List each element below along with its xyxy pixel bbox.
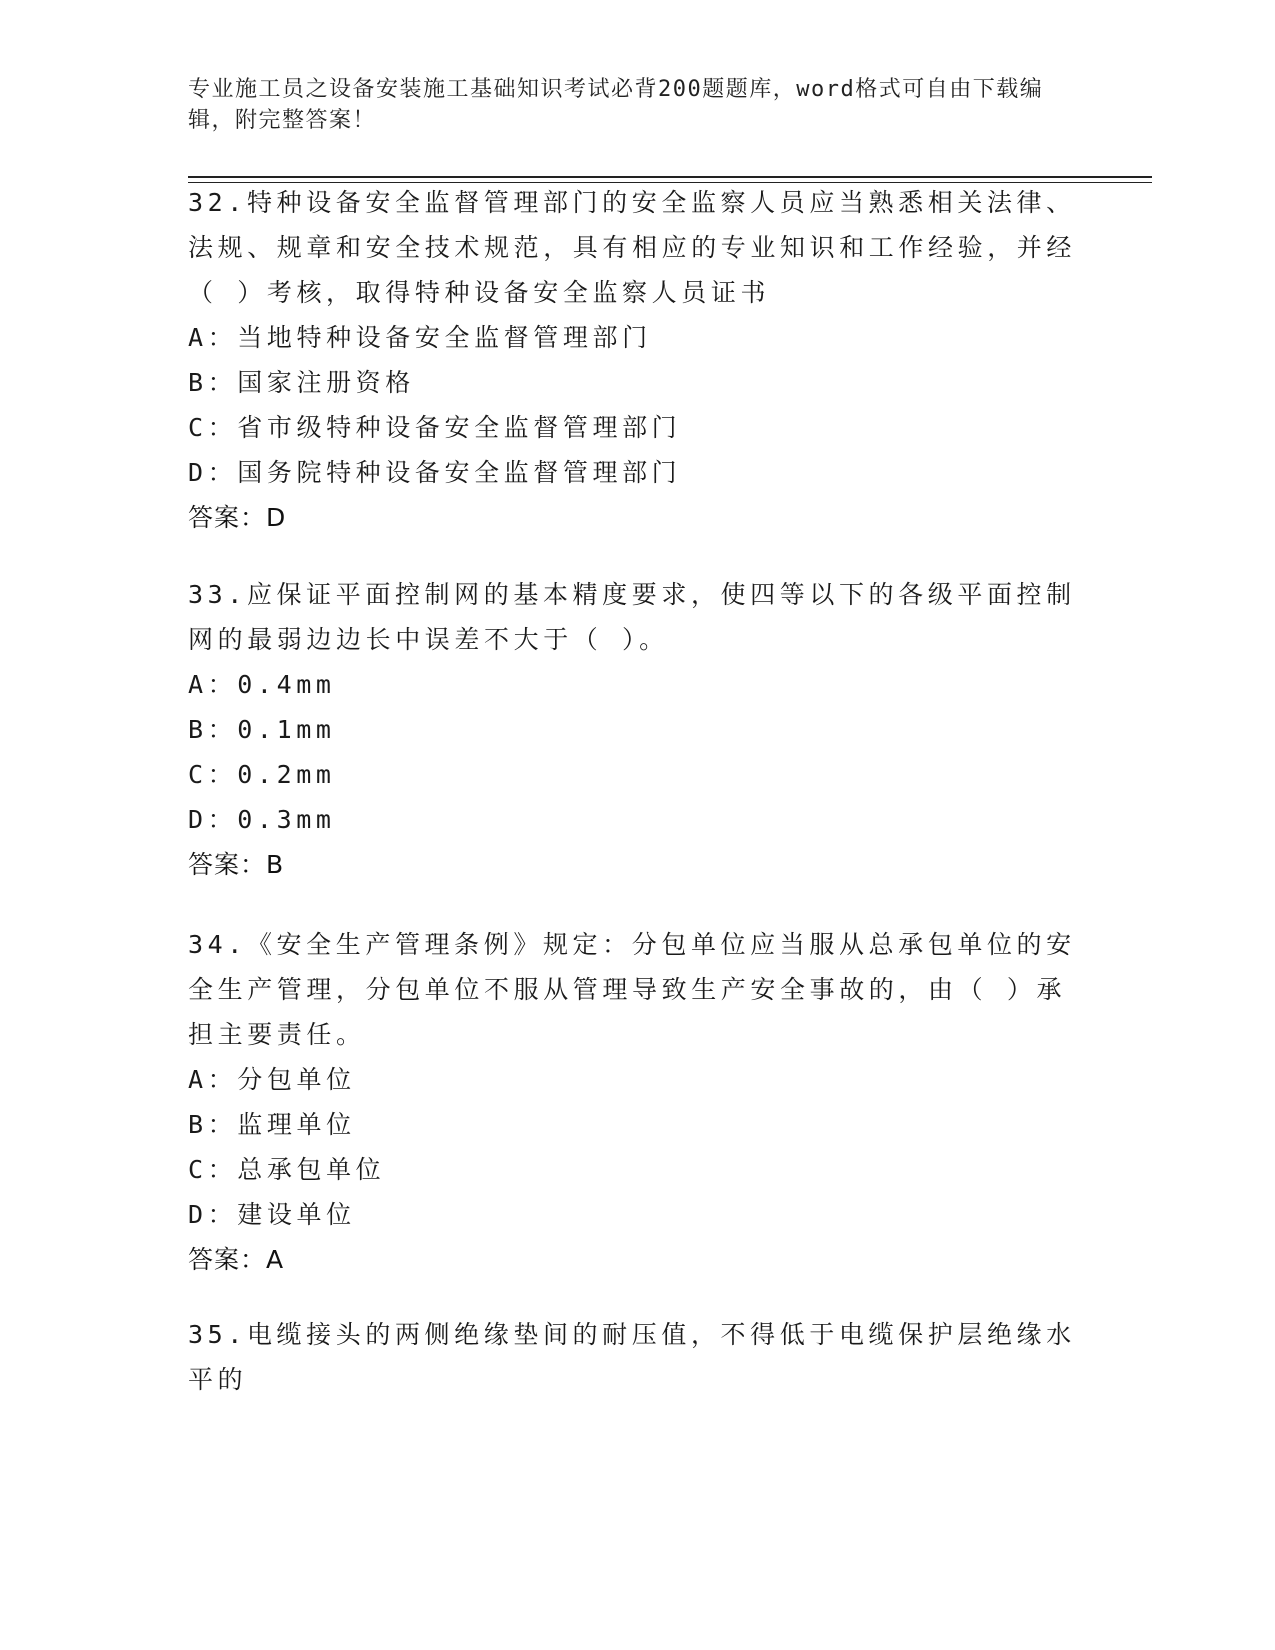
question-34 [188, 922, 1088, 1282]
option-text: 建设单位 [237, 1200, 356, 1229]
option-label: A： [188, 323, 238, 352]
option-text: 0.1mm [237, 715, 336, 744]
option-text: 当地特种设备安全监督管理部门 [237, 323, 652, 352]
option-text: 0.2mm [237, 760, 336, 789]
answer-line: 答案：D [188, 503, 287, 532]
option-label: D： [188, 458, 238, 487]
question-text: 34.《安全生产管理条例》规定：分包单位应当服从总承包单位的安全生产管理，分包单位不服从管理导致生产安全事故的，由（ ）承担主要责任。 [188, 930, 1076, 1049]
option-text: 监理单位 [237, 1110, 356, 1139]
option-text: 总承包单位 [237, 1155, 386, 1184]
option-label: C： [188, 760, 238, 789]
option-label: B： [188, 1110, 238, 1139]
option-label: C： [188, 1155, 238, 1184]
question-35 [188, 1312, 1088, 1402]
option-label: D： [188, 805, 238, 834]
option-label: D： [188, 1200, 238, 1229]
option-b [188, 360, 1088, 405]
page-header: 专业施工员之设备安装施工基础知识考试必背200题题库，word格式可自由下载编辑，附完整答案！ [188, 77, 1044, 133]
answer-line: 答案：B [188, 850, 285, 879]
question-text: 32.特种设备安全监督管理部门的安全监察人员应当熟悉相关法律、法规、规章和安全技术规范，具有相应的专业知识和工作经验，并经（ ）考核，取得特种设备安全监察人员证书 [188, 188, 1077, 307]
option-d [188, 1192, 1088, 1237]
option-label: B： [188, 368, 238, 397]
option-a [188, 1057, 1088, 1102]
option-text: 分包单位 [237, 1065, 356, 1094]
option-c [188, 1147, 1088, 1192]
option-b [188, 707, 1088, 752]
option-a [188, 662, 1088, 707]
question-text: 33.应保证平面控制网的基本精度要求，使四等以下的各级平面控制网的最弱边边长中误差不大于（ ）。 [188, 580, 1076, 654]
question-32 [188, 180, 1088, 540]
option-label: C： [188, 413, 238, 442]
option-c [188, 405, 1088, 450]
option-b [188, 1102, 1088, 1147]
option-d [188, 450, 1088, 495]
option-text: 国务院特种设备安全监督管理部门 [237, 458, 682, 487]
option-d [188, 797, 1088, 842]
option-text: 0.4mm [237, 670, 336, 699]
header-divider-thick [188, 176, 1152, 178]
option-text: 国家注册资格 [237, 368, 415, 397]
option-label: A： [188, 670, 238, 699]
option-text: 0.3mm [237, 805, 336, 834]
option-a [188, 315, 1088, 360]
option-label: B： [188, 715, 238, 744]
option-text: 省市级特种设备安全监督管理部门 [237, 413, 682, 442]
option-c [188, 752, 1088, 797]
question-text: 35.电缆接头的两侧绝缘垫间的耐压值，不得低于电缆保护层绝缘水平的 [188, 1320, 1076, 1394]
answer-line: 答案：A [188, 1245, 285, 1274]
question-33 [188, 572, 1088, 887]
option-label: A： [188, 1065, 238, 1094]
